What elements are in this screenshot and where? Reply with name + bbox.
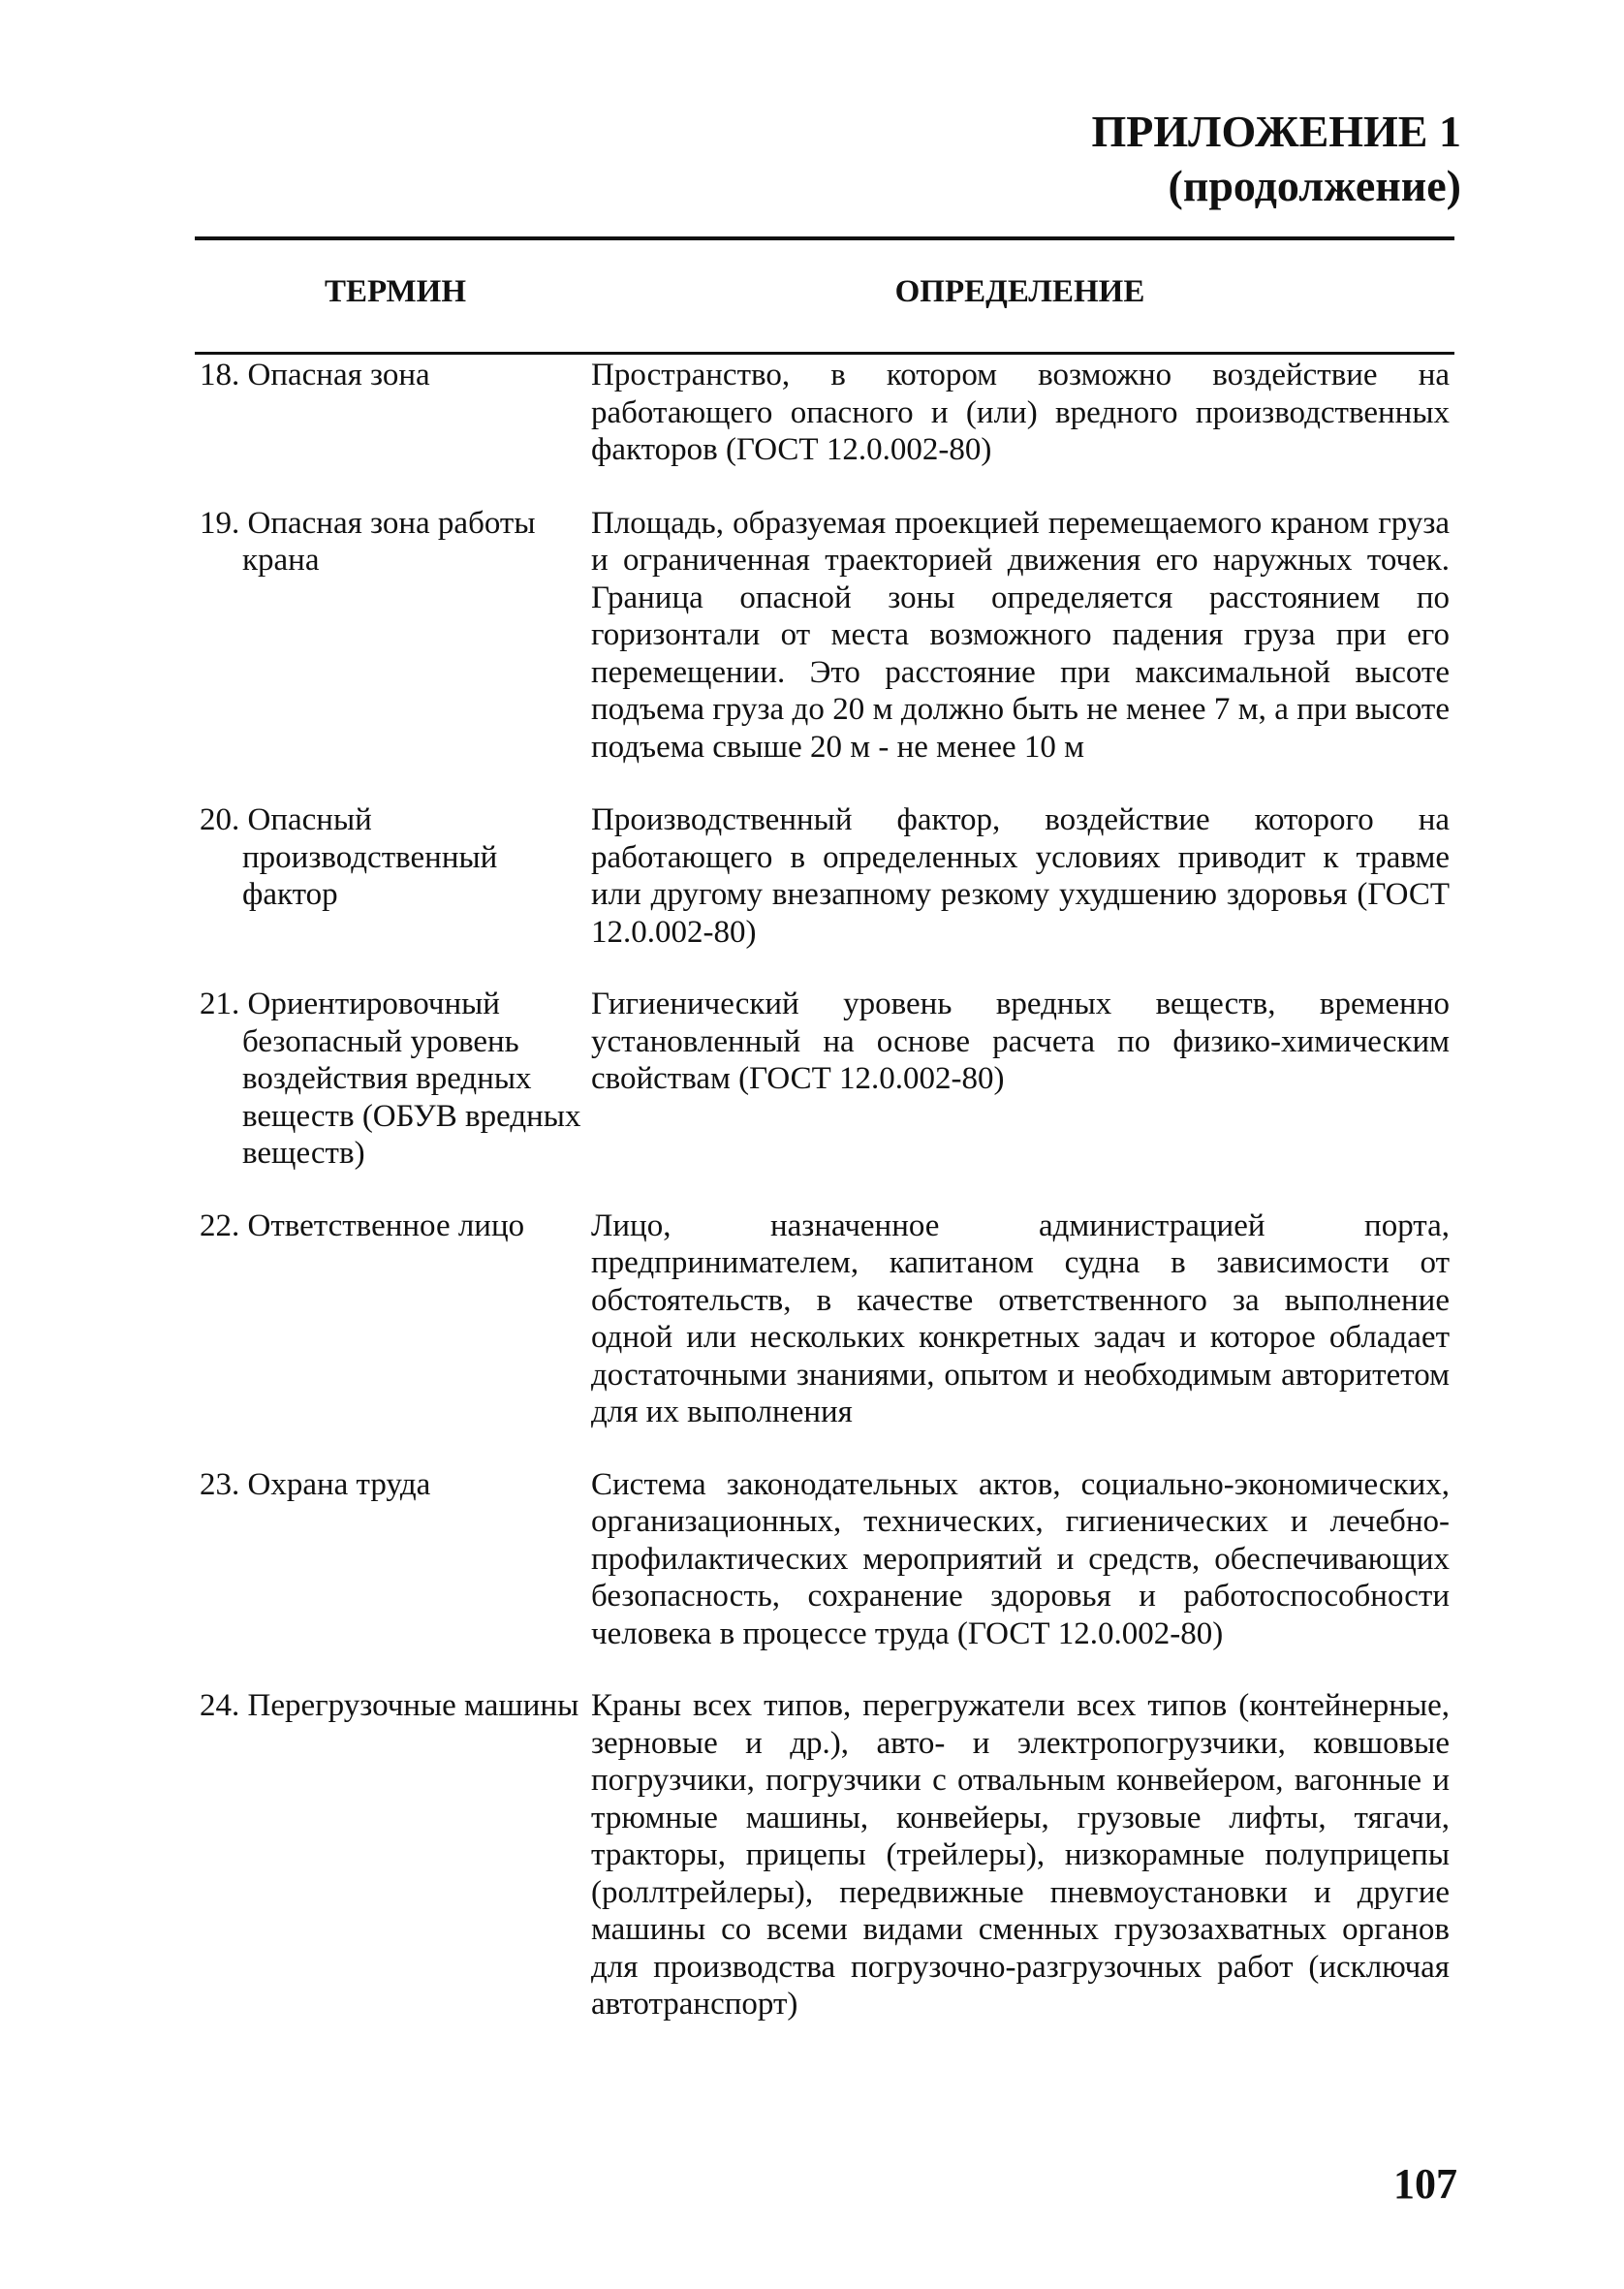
definition-cell: Производственный фактор, воздействие которого на работающего в определенных условиях приводит к травме или другому внезапному резкому ухудшению здоровья (ГОСТ 12.0.002-80) xyxy=(591,802,1450,950)
term-cell: 22. Ответственное лицо xyxy=(200,1207,525,1243)
definition-cell: Краны всех типов, перегружатели всех типов (контейнерные, зерновые и др.), авто- и электропогрузчики, ковшовые погрузчики, погрузчики с отвальным конвейером, вагонные и трюмные машины, конвейеры, грузовые лифты, тягачи, тракторы, прицепы (трейлеры), низкорамные полуприцепы (роллтрейлеры), передвижные пневмоустановки и другие машины со всеми видами сменных грузозахватных органов для производства погрузочно-разгрузочных работ (исключая автотранспорт) xyxy=(591,1688,1450,2022)
definition-cell: Пространство, в котором возможно воздействие на работающего опасного и (или) вредного производственных факторов (ГОСТ 12.0.002-80) xyxy=(591,358,1450,467)
appendix-title: ПРИЛОЖЕНИЕ 1 xyxy=(1091,107,1461,156)
term-cell: 19. Опасная зона работы крана xyxy=(200,505,536,578)
term-cell: 20. Опасный производственный фактор xyxy=(200,802,498,912)
appendix-heading xyxy=(1092,105,1461,213)
term-cell: 21. Ориентировочный безопасный уровень воздействия вредных веществ (ОБУВ вредных веществ) xyxy=(200,987,581,1171)
table-row xyxy=(200,1687,1450,2023)
terms-table xyxy=(200,357,1450,2023)
table-header-rule xyxy=(195,352,1454,355)
term-cell: 18. Опасная зона xyxy=(200,358,430,392)
appendix-continuation: (продолжение) xyxy=(1168,161,1461,210)
table-row xyxy=(200,801,1450,951)
table-row xyxy=(200,505,1450,767)
table-top-rule xyxy=(195,236,1454,240)
table-row xyxy=(200,986,1450,1173)
page-number: 107 xyxy=(1393,2160,1457,2208)
definition-cell: Лицо, назначенное администрацией порта, предпринимателем, капитаном судна в зависимости от обстоятельств, в качестве ответственного за выполнение одной или нескольких конкретных задач и которое обладает достаточными знаниями, опытом и необходимым авторитетом для их выполнения xyxy=(591,1207,1450,1429)
column-header-term: ТЕРМИН xyxy=(324,274,467,309)
definition-cell: Площадь, образуемая проекцией перемещаемого краном груза и ограниченная траекторией движения его наружных точек. Граница опасной зоны определяется расстоянием по горизонтали от места возможного падения груза при его перемещении. Это расстояние при максимальной высоте подъема груза до 20 м должно быть не менее 7 м, а при высоте подъема свыше 20 м - не менее 10 м xyxy=(591,505,1450,765)
column-header-definition: ОПРЕДЕЛЕНИЕ xyxy=(894,274,1145,309)
table-row xyxy=(200,1207,1450,1431)
term-cell: 24. Перегрузочные машины xyxy=(200,1688,579,1723)
term-cell: 23. Охрана труда xyxy=(200,1466,431,1502)
table-row xyxy=(200,357,1450,469)
table-row xyxy=(200,1466,1450,1653)
definition-cell: Система законодательных актов, социально-экономических, организационных, технических, гигиенических и лечебно-профилактических мероприятий и средств, обеспечивающих безопасность, сохранение здоровья и работоспособности человека в процессе труда (ГОСТ 12.0.002-80) xyxy=(591,1466,1450,1651)
definition-cell: Гигиенический уровень вредных веществ, временно установленный на основе расчета по физико-химическим свойствам (ГОСТ 12.0.002-80) xyxy=(591,987,1450,1096)
